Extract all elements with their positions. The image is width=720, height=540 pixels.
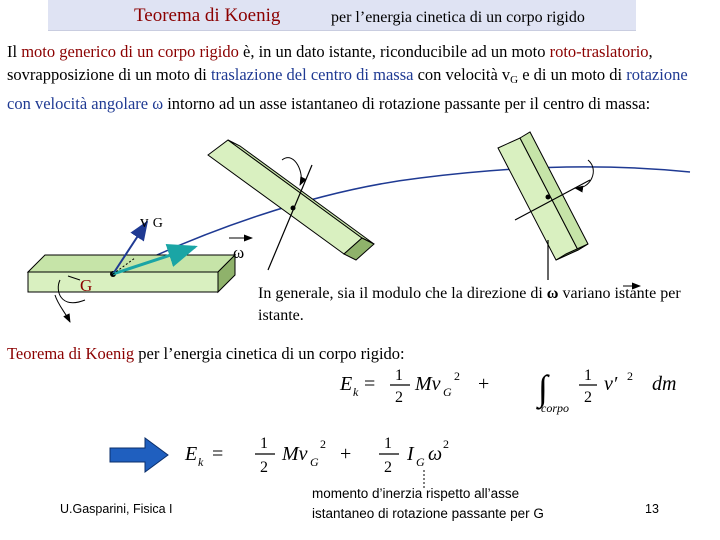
svg-text:2: 2 <box>384 459 392 476</box>
inertia-note-line1: momento d’inerzia rispetto all’asse <box>312 486 520 501</box>
slide-title: Teorema di Koenig <box>134 5 281 26</box>
svg-text:G: G <box>416 455 425 469</box>
svg-text:+: + <box>340 443 352 465</box>
svg-text:Mv: Mv <box>282 443 308 465</box>
differential-dm: dm <box>652 373 677 395</box>
v-letter: v <box>140 212 149 231</box>
svg-text:E: E <box>340 373 353 395</box>
omega-label: ω <box>233 243 245 262</box>
v-subscript: G <box>152 216 163 231</box>
intro-text: intorno ad un asse istantaneo di rotazione passante per il centro di massa: <box>163 94 651 113</box>
term-rotazione: rotazione con velocità angolare ω <box>7 65 688 113</box>
inertia-note <box>312 484 612 524</box>
term-rototraslatorio: roto-traslatorio <box>549 42 649 61</box>
intro-text: Il <box>7 42 22 61</box>
svg-text:2: 2 <box>627 369 633 383</box>
term-traslazione: traslazione del centro di massa <box>210 65 414 84</box>
svg-text:k: k <box>198 455 204 469</box>
svg-text:=: = <box>364 373 376 395</box>
theorem-name: Teorema di Koenig <box>7 344 135 363</box>
svg-text:2: 2 <box>320 437 326 451</box>
svg-text:∫: ∫ <box>538 368 548 408</box>
svg-text:I: I <box>407 443 414 465</box>
intro-text: è, in un dato istante, riconducibile ad un moto <box>238 42 550 61</box>
svg-text:1: 1 <box>395 367 403 384</box>
note-omega: ω <box>546 285 559 302</box>
svg-text:2: 2 <box>584 389 592 406</box>
svg-text:+: + <box>478 373 490 395</box>
note-text: variano istante per istante. <box>258 285 681 324</box>
slide-subtitle: per l’energia cinetica di un corpo rigido <box>331 9 585 26</box>
inertia-note-line2: istantaneo di rotazione passante per G <box>312 506 544 521</box>
svg-text:2: 2 <box>260 459 268 476</box>
svg-text:v′: v′ <box>604 373 618 395</box>
svg-text:2: 2 <box>454 369 460 383</box>
page-number: 13 <box>645 502 659 516</box>
term-moto-generico: moto generico di un corpo rigido <box>21 42 239 61</box>
svg-text:k: k <box>353 385 359 399</box>
note-text: In generale, sia il modulo che la direzione di <box>258 285 547 302</box>
svg-text:2: 2 <box>395 389 403 406</box>
intro-text: e di un moto di <box>518 65 627 84</box>
svg-text:=: = <box>212 443 224 465</box>
svg-text:ω: ω <box>428 443 443 465</box>
svg-text:1: 1 <box>584 367 592 384</box>
svg-text:E: E <box>185 443 198 465</box>
integral-domain: corpo <box>541 401 569 415</box>
theorem-rest: per l’energia cinetica di un corpo rigido: <box>134 344 405 363</box>
svg-text:G: G <box>310 455 319 469</box>
svg-text:G: G <box>443 385 452 399</box>
intro-text: , sovrapposizione di un moto di <box>7 42 653 84</box>
g-label: G <box>80 276 93 295</box>
svg-text:1: 1 <box>260 435 268 452</box>
vg-subscript: G <box>510 74 519 86</box>
footer-author: U.Gasparini, Fisica I <box>60 502 173 516</box>
svg-text:1: 1 <box>384 435 392 452</box>
svg-text:2: 2 <box>443 437 449 451</box>
intro-text: con velocità v <box>413 65 511 84</box>
svg-text:Mv: Mv <box>415 373 441 395</box>
